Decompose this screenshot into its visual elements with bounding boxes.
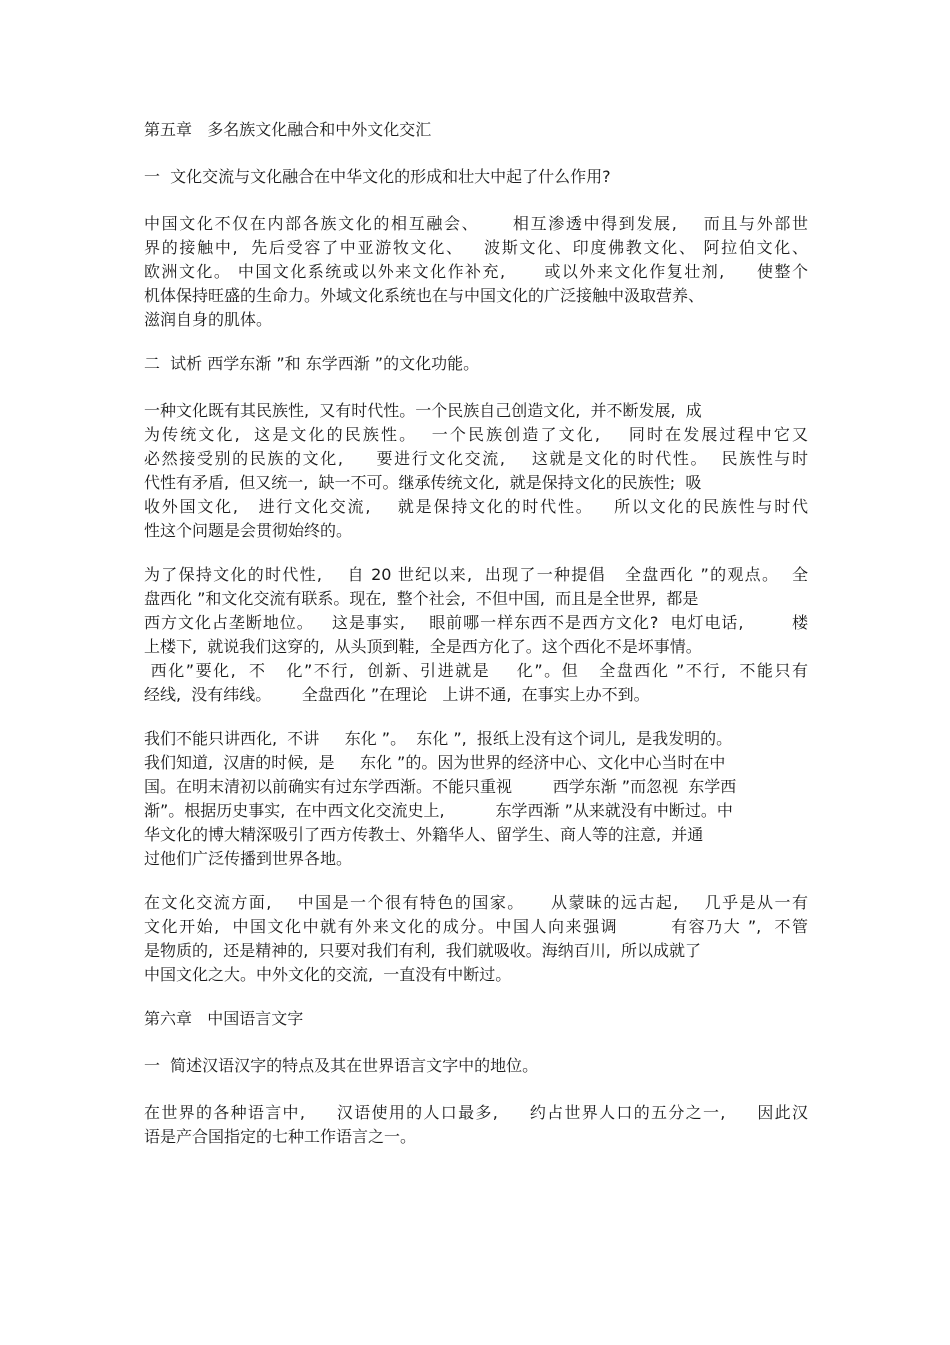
paragraph [144,563,808,707]
text-line: 我们不能只讲西化, 不讲 东化 ”。 东化 ”, 报纸上没有这个词儿, 是我发明的。 [144,729,733,748]
section-heading: 二 试析 西学东渐 ”和 东学西渐 ”的文化功能。 [144,354,480,373]
text-line: 一种文化既有其民族性, 又有时代性。一个民族自己创造文化, 并不断发展, 成 [144,401,702,420]
paragraph [144,399,808,543]
text-line: 国。在明末清初以前确实有过东学西渐。不能只重视 西学东渐 ”而忽视 东学西 [144,777,737,796]
section-heading: 一 文化交流与文化融合在中华文化的形成和壮大中起了什么作用? [144,167,611,186]
text-line: 过他们广泛传播到世界各地。 [144,849,353,868]
paragraph [144,727,808,871]
text-line: 经线, 没有纬线。 全盘西化 ”在理论 上讲不通, 在事实上办不到。 [144,685,650,704]
text-line: 性这个问题是会贯彻始终的。 [144,521,353,540]
paragraph [144,212,808,332]
text-line: 收外国文化, 进行文化交流, 就是保持文化的时代性。 所以文化的民族性与时代 [144,497,808,516]
text-line: 我们知道, 汉唐的时候, 是 东化 ”的。因为世界的经济中心、文化中心当时在中 [144,753,726,772]
text-line: 中国文化不仅在内部各族文化的相互融会、 相互渗透中得到发展, 而且与外部世 [144,214,808,233]
paragraph [144,891,808,987]
text-line: 上楼下, 就说我们这穿的, 从头顶到鞋, 全是西方化了。这个西化不是坏事情。 [144,637,702,656]
text-line: 滋润自身的肌体。 [144,310,273,329]
text-line: 盘西化 ”和文化交流有联系。现在, 整个社会, 不但中国, 而且是全世界, 都是 [144,589,699,608]
section-heading: 一 简述汉语汉字的特点及其在世界语言文字中的地位。 [144,1056,539,1075]
text-line: 中国文化之大。中外文化的交流, 一直没有中断过。 [144,965,512,984]
text-line: 机体保持旺盛的生命力。外域文化系统也在与中国文化的广泛接触中汲取营养、 [144,286,705,305]
text-line: 为了保持文化的时代性, 自 20 世纪以来, 出现了一种提倡 全盘西化 ”的观点。 全 [144,565,808,584]
text-line: 是物质的, 还是精神的, 只要对我们有利, 我们就吸收。海纳百川, 所以成就了 [144,941,702,960]
text-line: 文化开始, 中国文化中就有外来文化的成分。中国人向来强调 有容乃大 ”, 不管 [144,917,808,936]
text-line: 代性有矛盾, 但又统一, 缺一不可。继承传统文化, 就是保持文化的民族性; 吸 [144,473,702,492]
section-heading: 第六章 中国语言文字 [144,1009,304,1028]
text-line: 在世界的各种语言中, 汉语使用的人口最多, 约占世界人口的五分之一, 因此汉 [144,1103,808,1122]
text-line: 西方文化占垄断地位。 这是事实, 眼前哪一样东西不是西方文化? 电灯电话, 楼 [144,613,808,632]
text-line: 华文化的博大精深吸引了西方传教士、外籍华人、留学生、商人等的注意, 并通 [144,825,704,844]
text-line: 界的接触中, 先后受容了中亚游牧文化、 波斯文化、印度佛教文化、 阿拉伯文化、 [144,238,808,257]
paragraph [144,1101,808,1149]
text-line: 语是产合国指定的七种工作语言之一。 [144,1127,417,1146]
text-line: 必然接受别的民族的文化, 要进行文化交流, 这就是文化的时代性。 民族性与时 [144,449,808,468]
text-line: 为传统文化, 这是文化的民族性。 一个民族创造了文化, 同时在发展过程中它又 [144,425,808,444]
section-heading: 第五章 多名族文化融合和中外文化交汇 [144,120,432,139]
text-line: 渐”。根据历史事实, 在中西文化交流史上, 东学西渐 ”从来就没有中断过。中 [144,801,733,820]
document-body [144,118,808,1169]
text-line: 欧洲文化。 中国文化系统或以外来文化作补充, 或以外来文化作复壮剂, 使整个 [144,262,808,281]
text-line: 西化”要化, 不 化”不行, 创新、引进就是 化”。但 全盘西化 ”不行, 不能只有 [144,661,808,680]
text-line: 在文化交流方面, 中国是一个很有特色的国家。 从蒙昧的远古起, 几乎是从一有 [144,893,808,912]
